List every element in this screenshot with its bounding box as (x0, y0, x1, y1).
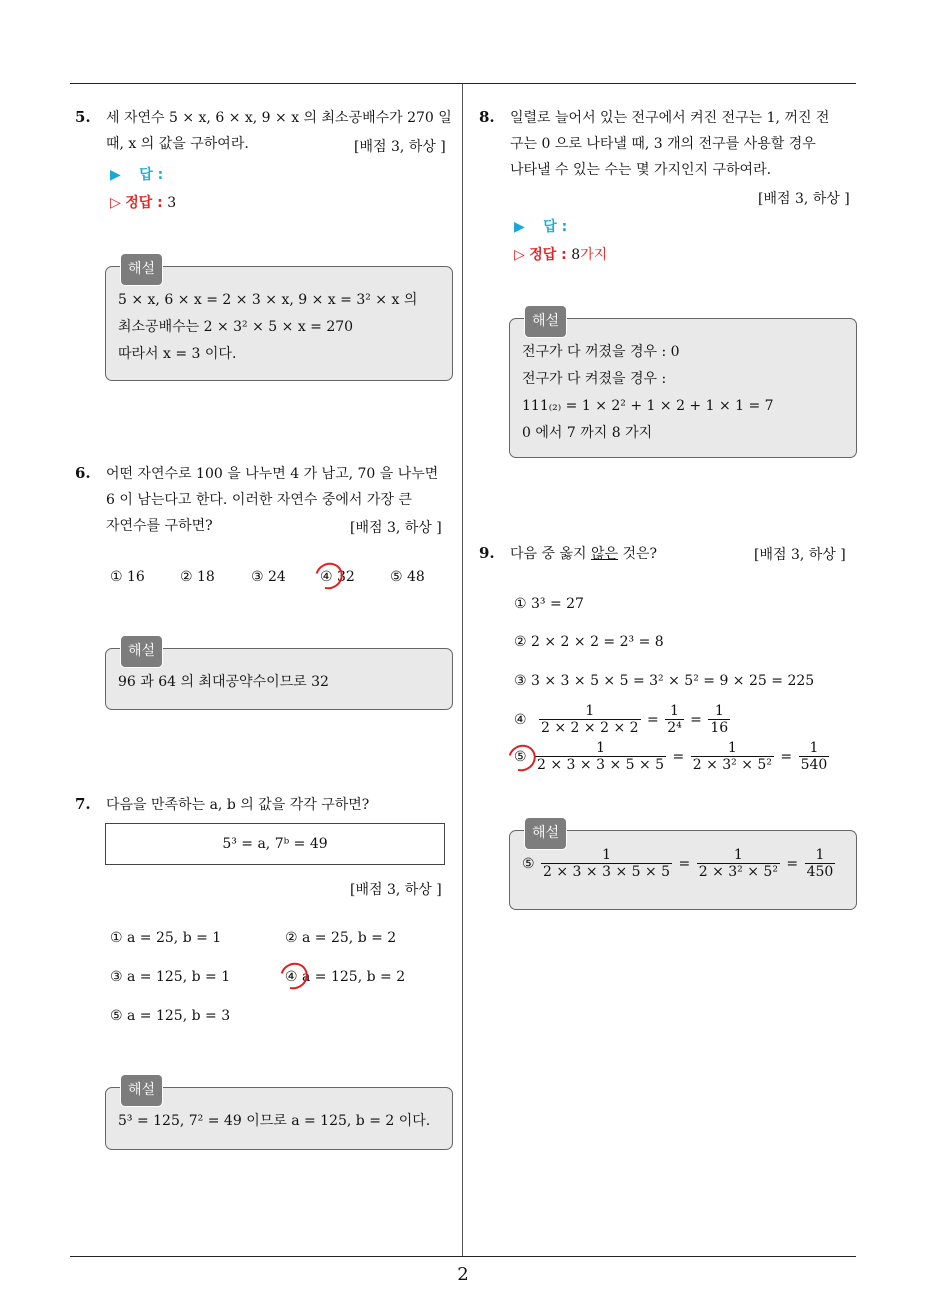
equals-sign: = (647, 712, 659, 728)
equals-sign: = (690, 712, 702, 728)
question-9-meta: [배점 3, 하상 ] (754, 547, 846, 563)
fraction (805, 847, 836, 881)
question-9-option-5[interactable] (514, 740, 831, 774)
explanation-line: 전구가 다 꺼졌을 경우 : 0 (522, 344, 680, 360)
explanation-line: 111₍₂₎ = 1 × 2² + 1 × 2 + 1 × 1 = 7 (522, 398, 774, 414)
fraction (691, 740, 774, 774)
denominator: 2 × 3² × 5² (698, 864, 778, 880)
question-9-number: 9. (479, 544, 495, 562)
explanation-line: 따라서 x = 3 이다. (118, 346, 237, 362)
fraction (535, 740, 666, 774)
denominator: 2 × 2 × 2 × 2 (541, 720, 639, 736)
denominator: 2 × 3² × 5² (692, 757, 772, 773)
numerator: 1 (733, 847, 743, 863)
question-6-number: 6. (75, 464, 91, 482)
question-8-meta: [배점 3, 하상 ] (758, 191, 850, 207)
play-icon: ▶ (110, 167, 121, 183)
explanation-tag: 해설 (120, 253, 163, 286)
explanation-line: 전구가 다 켜졌을 경우 : (522, 371, 667, 387)
question-7-meta: [배점 3, 하상 ] (350, 882, 442, 898)
equals-sign: = (780, 749, 793, 765)
numerator: 1 (714, 703, 724, 719)
fraction (539, 703, 641, 737)
question-8-line: 나타낼 수 있는 수는 몇 가지인지 구하여라. (510, 162, 772, 178)
question-7-option-3[interactable]: ③ a = 125, b = 1 (110, 969, 231, 985)
explanation-line: 최소공배수는 2 × 3² × 5 × x = 270 (118, 319, 354, 335)
question-6-meta: [배점 3, 하상 ] (350, 520, 442, 536)
question-5-number: 5. (75, 108, 91, 126)
correct-value: 8 (571, 247, 581, 263)
selected-answer-circle (275, 958, 312, 995)
question-8-explanation-box (509, 313, 857, 458)
question-9-option-4[interactable] (514, 703, 732, 737)
denominator: 540 (800, 757, 828, 773)
selected-answer-circle (310, 558, 347, 595)
bottom-rule (70, 1256, 856, 1257)
fraction (799, 740, 830, 774)
top-rule (70, 83, 856, 84)
explanation-line: 5 × x, 6 × x = 2 × 3 × x, 9 × x = 3² × x 의 (118, 292, 418, 308)
question-8-line: 일렬로 늘어서 있는 전구에서 켜진 전구는 1, 꺼진 전 (510, 110, 830, 126)
question-6-option-1[interactable]: ① 16 (110, 569, 145, 585)
question-8-line: 구는 0 으로 나타낼 때, 3 개의 전구를 사용할 경우 (510, 136, 816, 152)
explanation-tag: 해설 (524, 817, 567, 850)
answer-label: 답 : (139, 167, 164, 183)
question-7-text: 다음을 만족하는 a, b 의 값을 각각 구하면? (106, 797, 370, 813)
question-7-option-4[interactable]: ④ a = 125, b = 2 (285, 969, 406, 985)
correct-arrow-icon: ▷ (110, 195, 121, 211)
explanation-line: 5³ = 125, 7² = 49 이므로 a = 125, b = 2 이다. (118, 1113, 431, 1129)
question-8-correct-line (514, 244, 607, 264)
question-6-line: 어떤 자연수로 100 을 나누면 4 가 남고, 70 을 나누면 (106, 466, 439, 482)
column-divider (462, 84, 463, 1256)
option-label: ⑤ (514, 749, 527, 765)
question-9-option-3[interactable]: ③ 3 × 3 × 5 × 5 = 3² × 5² = 9 × 25 = 225 (514, 673, 815, 689)
question-9-option-2[interactable]: ② 2 × 2 × 2 = 2³ = 8 (514, 634, 664, 650)
denominator: 2 × 3 × 3 × 5 × 5 (543, 864, 671, 880)
denominator: 2⁴ (667, 720, 682, 736)
fraction (665, 703, 684, 737)
question-7-option-5[interactable]: ⑤ a = 125, b = 3 (110, 1008, 231, 1024)
equals-sign: = (678, 856, 691, 872)
answer-label: 답 : (543, 219, 568, 235)
question-5-explanation-box (105, 261, 453, 381)
numerator: 1 (809, 740, 819, 756)
numerator: 1 (727, 740, 737, 756)
option-label: ⑤ (522, 856, 535, 872)
fraction (541, 847, 672, 881)
numerator: 1 (602, 847, 611, 863)
question-7-option-1[interactable]: ① a = 25, b = 1 (110, 930, 222, 946)
question-9-text (510, 541, 657, 567)
equals-sign: = (672, 749, 685, 765)
play-icon: ▶ (514, 219, 525, 235)
correct-value: 3 (167, 195, 177, 211)
correct-unit: 가지 (580, 247, 608, 263)
equals-sign: = (786, 856, 799, 872)
explanation-line: 96 과 64 의 최대공약수이므로 32 (118, 674, 329, 690)
question-9-text-part: 다음 중 옳지 (510, 546, 591, 562)
denominator: 16 (710, 720, 729, 736)
numerator: 1 (585, 703, 595, 719)
fraction (708, 703, 730, 737)
question-8-answer-line (514, 216, 567, 236)
question-7-condition-box: 5³ = a, 7ᵇ = 49 (105, 823, 445, 865)
question-6-line: 자연수를 구하면? (106, 518, 213, 534)
question-6-option-3[interactable]: ③ 24 (251, 569, 286, 585)
question-9-explanation-box (509, 825, 857, 910)
explanation-tag: 해설 (120, 635, 163, 668)
explanation-tag: 해설 (524, 305, 567, 338)
question-7-explanation-box (105, 1082, 453, 1150)
correct-arrow-icon: ▷ (514, 247, 525, 263)
question-8-text (510, 105, 860, 183)
question-5-answer-line (110, 164, 163, 184)
denominator: 2 × 3 × 3 × 5 × 5 (537, 757, 665, 773)
question-5-line: 때, x 의 값을 구하여라. (106, 136, 249, 152)
question-6-explanation-box (105, 643, 453, 710)
explanation-line: 0 에서 7 까지 8 가지 (522, 425, 653, 441)
page-number: 2 (457, 1264, 469, 1285)
correct-label: 정답 : (529, 247, 567, 263)
numerator: 1 (815, 847, 825, 863)
question-6-option-4[interactable]: ④ 32 (320, 569, 355, 585)
question-9-option-1[interactable]: ① 3³ = 27 (514, 596, 584, 612)
question-5-correct-line (110, 192, 176, 212)
question-6-option-2[interactable]: ② 18 (180, 569, 215, 585)
fraction (697, 847, 780, 881)
denominator: 450 (806, 864, 834, 880)
question-6-line: 6 이 남는다고 한다. 이러한 자연수 중에서 가장 큰 (106, 492, 412, 508)
question-5-meta: [배점 3, 하상 ] (354, 139, 446, 155)
question-7-number: 7. (75, 795, 91, 813)
explanation-tag: 해설 (120, 1074, 163, 1107)
numerator: 1 (669, 703, 679, 719)
option-label: ④ (514, 712, 527, 728)
question-6-option-5[interactable]: ⑤ 48 (390, 569, 425, 585)
correct-label: 정답 : (125, 195, 163, 211)
question-7-option-2[interactable]: ② a = 25, b = 2 (285, 930, 397, 946)
question-9-underlined: 않은 (590, 546, 619, 562)
question-9-text-part: 것은? (618, 546, 658, 562)
question-5-line: 세 자연수 5 × x, 6 × x, 9 × x 의 최소공배수가 270 일 (106, 110, 452, 126)
explanation-line (522, 847, 844, 881)
numerator: 1 (596, 740, 605, 756)
question-8-number: 8. (479, 108, 495, 126)
